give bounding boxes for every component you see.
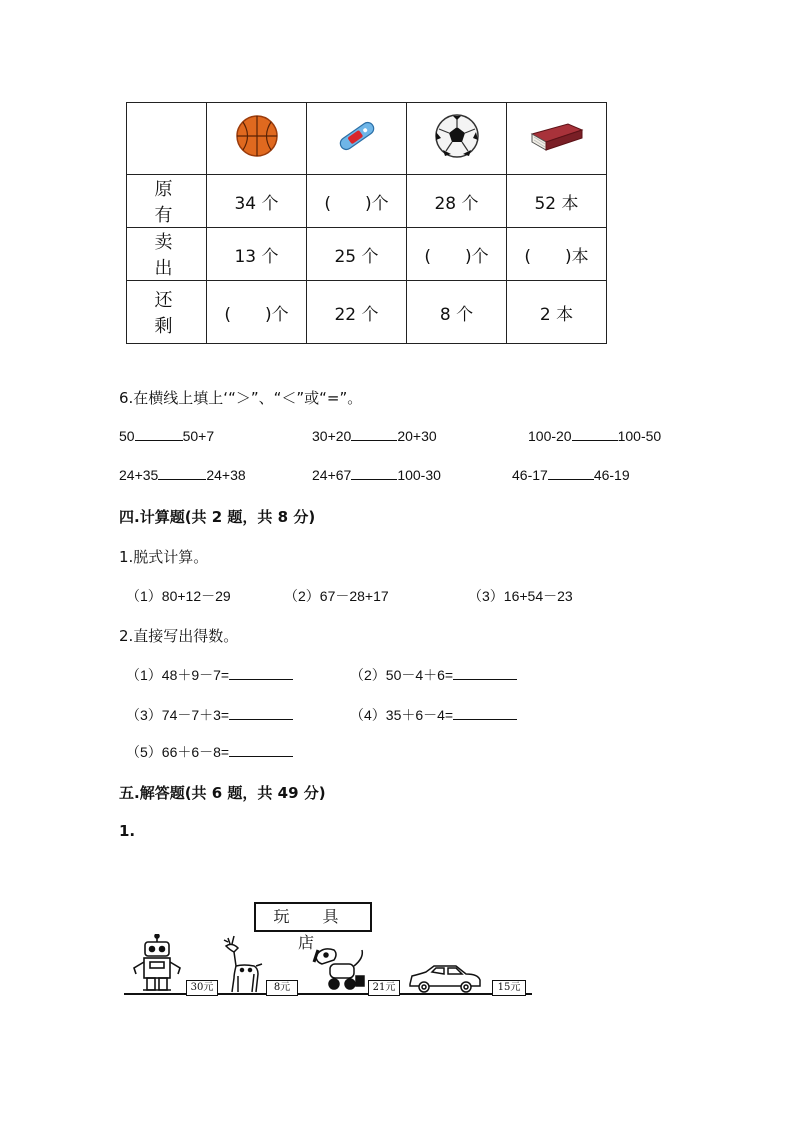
section-5-title: 五.解答题(共 6 题，共 49 分) xyxy=(119,784,326,802)
compare-item xyxy=(312,428,437,444)
mental-math-item xyxy=(126,742,293,762)
deer-icon xyxy=(218,934,264,994)
compare-item xyxy=(528,428,661,444)
goods-table xyxy=(126,102,607,344)
price-tag: 8元 xyxy=(266,980,298,996)
table-row xyxy=(127,281,607,344)
table-cell: 52 本 xyxy=(507,175,607,228)
mental-math-item xyxy=(350,665,517,685)
answer-blank[interactable] xyxy=(548,467,594,480)
mental-math-expression: （4）35＋6－4= xyxy=(350,707,454,723)
pencil-case-icon xyxy=(334,113,380,159)
compare-left: 100-20 xyxy=(528,428,572,444)
table-cell: 25 个 xyxy=(307,228,407,281)
compare-left: 24+67 xyxy=(312,467,352,483)
table-corner-cell xyxy=(127,103,207,175)
price-tag: 21元 xyxy=(368,980,400,996)
table-row xyxy=(127,175,607,228)
q2-title: 2.直接写出得数。 xyxy=(119,627,239,645)
q1-title: 1.脱式计算。 xyxy=(119,548,209,566)
compare-right: 100-50 xyxy=(617,428,662,444)
compare-item xyxy=(312,467,441,483)
compare-right: 100-30 xyxy=(397,467,441,483)
book-icon xyxy=(528,116,586,156)
answer-blank[interactable] xyxy=(229,667,293,680)
answer-blank[interactable] xyxy=(453,667,517,680)
basketball-icon xyxy=(234,113,280,159)
table-header-row xyxy=(127,103,607,175)
mental-math-expression: （1）48＋9－7= xyxy=(126,667,230,683)
table-icon-cell xyxy=(307,103,407,175)
compare-item xyxy=(119,467,246,483)
robot-dog-icon xyxy=(312,944,368,994)
mental-math-item xyxy=(350,705,517,725)
compare-item xyxy=(512,467,630,483)
compare-right: 20+30 xyxy=(397,428,437,444)
compare-left: 46-17 xyxy=(512,467,548,483)
table-cell: 34 个 xyxy=(207,175,307,228)
compare-left: 24+35 xyxy=(119,467,159,483)
answer-blank[interactable] xyxy=(229,707,293,720)
calc-item: （1）80+12－29 xyxy=(126,588,231,604)
answer-blank[interactable] xyxy=(351,428,397,441)
mental-math-expression: （2）50－4＋6= xyxy=(350,667,454,683)
compare-right: 24+38 xyxy=(206,467,246,483)
compare-right: 50+7 xyxy=(182,428,215,444)
toy-shop-sign: 玩 具 店 xyxy=(254,902,372,932)
price-tag: 30元 xyxy=(186,980,218,996)
calc-item: （3）16+54－23 xyxy=(468,588,573,604)
table-row xyxy=(127,228,607,281)
price-tag: 15元 xyxy=(492,980,526,996)
mental-math-item xyxy=(126,705,293,725)
table-cell: ( )个 xyxy=(207,281,307,344)
answer-blank[interactable] xyxy=(158,467,206,480)
compare-left: 30+20 xyxy=(312,428,352,444)
compare-right: 46-19 xyxy=(593,467,630,483)
table-cell: 28 个 xyxy=(407,175,507,228)
car-icon xyxy=(406,962,484,994)
answer-blank[interactable] xyxy=(135,428,183,441)
q6-title: 6.在横线上填上‘“＞”、“＜”或“=”。 xyxy=(119,389,363,407)
answer-blank[interactable] xyxy=(229,744,293,757)
row-label: 还 剩 xyxy=(127,281,207,344)
q1-label: 1. xyxy=(119,822,136,840)
table-cell: 13 个 xyxy=(207,228,307,281)
soccer-ball-icon xyxy=(433,112,481,160)
calc-item: （2）67－28+17 xyxy=(284,588,389,604)
table-cell: 22 个 xyxy=(307,281,407,344)
answer-blank[interactable] xyxy=(572,428,618,441)
table-cell: 8 个 xyxy=(407,281,507,344)
row-label: 原 有 xyxy=(127,175,207,228)
table-icon-cell xyxy=(507,103,607,175)
table-cell: ( )个 xyxy=(407,228,507,281)
section-4-title: 四.计算题(共 2 题，共 8 分) xyxy=(119,508,316,526)
table-cell: ( )本 xyxy=(507,228,607,281)
mental-math-expression: （5）66＋6－8= xyxy=(126,744,230,760)
mental-math-item xyxy=(126,665,293,685)
robot-icon xyxy=(128,934,186,994)
answer-blank[interactable] xyxy=(453,707,517,720)
compare-item xyxy=(119,428,214,444)
answer-blank[interactable] xyxy=(351,467,397,480)
table-icon-cell xyxy=(407,103,507,175)
table-cell: 2 本 xyxy=(507,281,607,344)
table-icon-cell xyxy=(207,103,307,175)
row-label: 卖 出 xyxy=(127,228,207,281)
mental-math-expression: （3）74－7＋3= xyxy=(126,707,230,723)
table-cell: ( )个 xyxy=(307,175,407,228)
compare-left: 50 xyxy=(119,428,135,444)
